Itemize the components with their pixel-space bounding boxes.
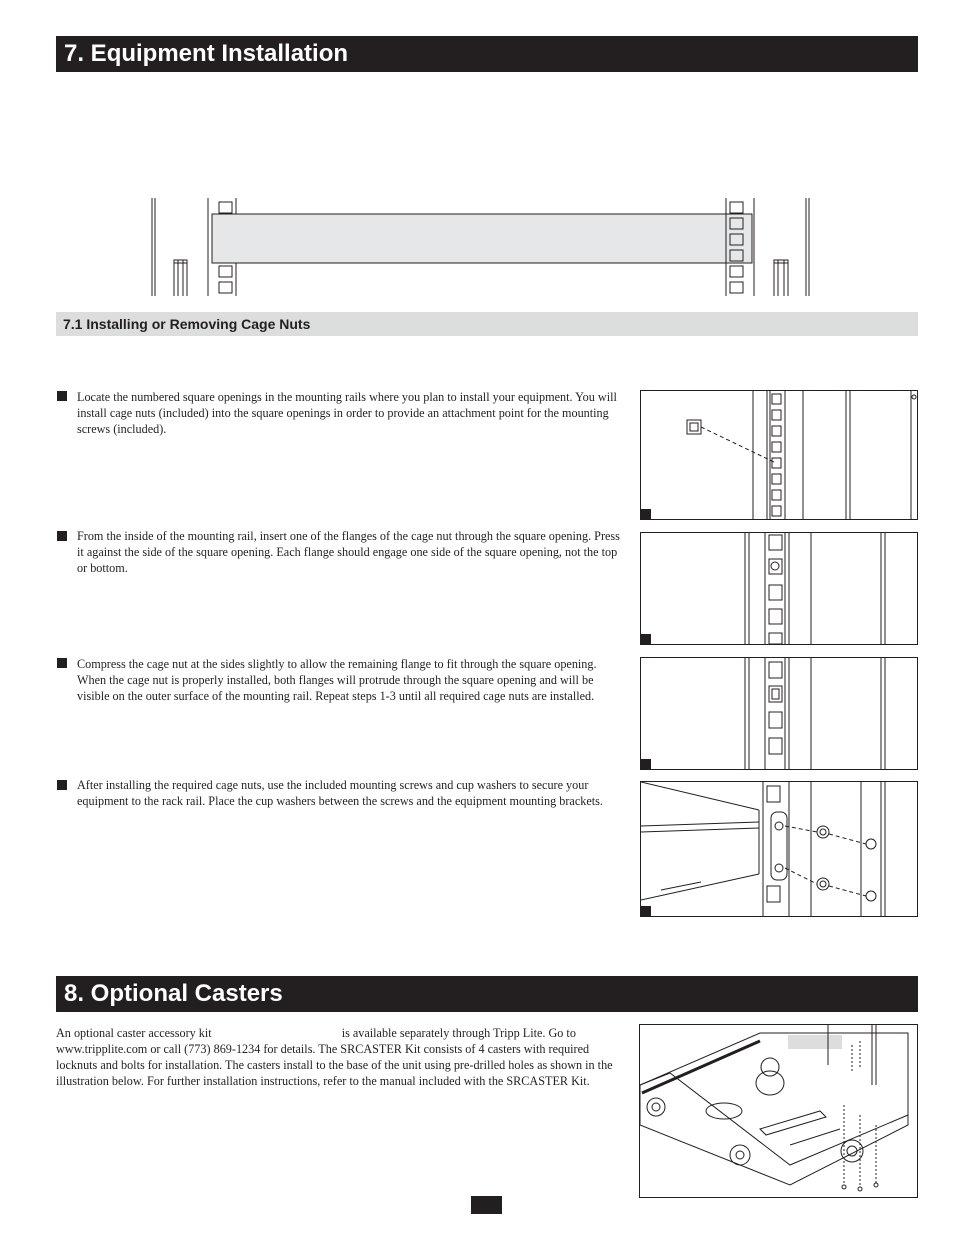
step-4-text: After installing the required cage nuts, use the included mounting screws and cup washers to secure your equipment to the rack rail. Place the cup washers between the screws and the equipment mounting brackets. [77, 778, 603, 808]
step-3-text: Compress the cage nut at the sides slightly to allow the remaining flange to fit through the square opening. When the cage nut is properly installed, both flanges will protrude through the square opening and will be visible on the outer surface of the mounting rail. Repeat steps 1-3 until all required cage nuts are installed. [77, 657, 597, 703]
step-2-text: From the inside of the mounting rail, insert one of the flanges of the cage nut through the square opening. Press it against the side of the square opening. Each flange should engage one side of the square opening, not the top or bottom. [77, 529, 620, 575]
section-8-header [56, 976, 918, 1012]
casters-text-before: An optional caster accessory kit [56, 1026, 212, 1040]
step-4-figure-marker [641, 906, 651, 916]
page-number-box [471, 1196, 502, 1214]
rack-rail-illustration [148, 196, 814, 300]
step-1-figure-marker [641, 509, 651, 519]
step-4-bullet [57, 780, 67, 790]
step-2-bullet [57, 531, 67, 541]
step-3-bullet [57, 658, 67, 668]
casters-text-after: is available separately through Tripp Lite. Go to www.tripplite.com or call (773) 869-1234 for details. The SRCASTER Kit consists of 4 casters with required locknuts and bolts for installation. The casters install to the base of the unit using pre-drilled holes as shown in the illustration below. For further installation instructions, refer to the manual included with the SRCASTER Kit. [56, 1026, 613, 1088]
section-7-header [56, 36, 918, 72]
step-1-figure [640, 390, 918, 520]
step-1-text: Locate the numbered square openings in the mounting rails where you plan to install your equipment. You will install cage nuts (included) into the square openings in order to provide an attachment point for the mounting screws (included). [77, 390, 617, 436]
step-2-figure-marker [641, 634, 651, 644]
step-4-figure [640, 781, 918, 917]
section-8-title: 8. Optional Casters [64, 980, 283, 1007]
step-3-figure-marker [641, 759, 651, 769]
step-3-figure [640, 657, 918, 770]
section-7-title: 7. Equipment Installation [64, 40, 349, 67]
step-1-bullet [57, 391, 67, 401]
section-7-1-header [56, 312, 918, 336]
section-7-1-title: 7.1 Installing or Removing Cage Nuts [63, 316, 311, 332]
casters-figure [639, 1024, 918, 1198]
step-2-figure [640, 532, 918, 645]
casters-paragraph [56, 1025, 624, 1089]
